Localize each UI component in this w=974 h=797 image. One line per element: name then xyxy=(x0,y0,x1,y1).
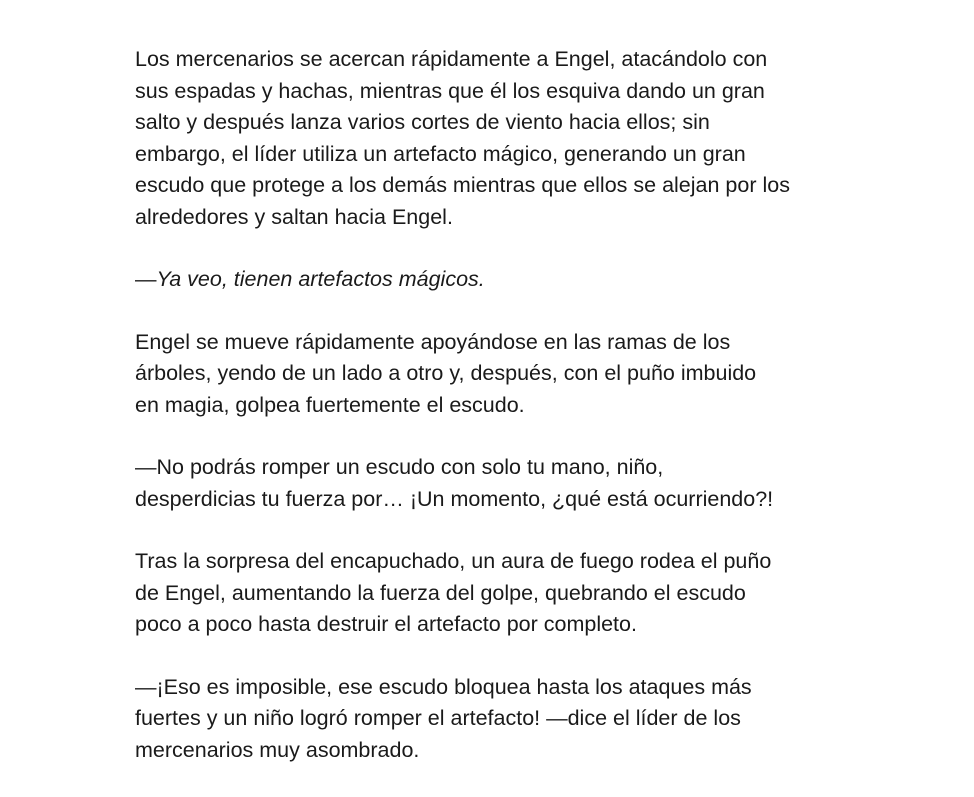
text-line: árboles, yendo de un lado a otro y, después, con el puño imbuido xyxy=(135,361,757,385)
paragraph-3 xyxy=(135,327,855,422)
text-line: —¡Eso es imposible, ese escudo bloquea hasta los ataques más xyxy=(135,674,752,699)
text-line xyxy=(135,264,855,296)
paragraph-4-dialogue xyxy=(135,452,855,515)
paragraph-6-dialogue xyxy=(135,672,855,767)
text-line: Los mercenarios se acercan rápidamente a Engel, atacándolo con xyxy=(135,47,768,71)
text-line: desperdicias tu fuerza por… ¡Un momento, ¿qué está ocurriendo?! xyxy=(135,486,774,511)
text-line: en magia, golpea fuertemente el escudo. xyxy=(135,392,525,417)
paragraph-2-dialogue xyxy=(135,264,855,296)
text-line: poco a poco hasta destruir el artefacto por completo. xyxy=(135,612,637,636)
text-line: Engel se mueve rápidamente apoyándose en las ramas de los xyxy=(135,329,731,354)
text-line: escudo que protege a los demás mientras que ellos se alejan por los xyxy=(135,173,790,197)
text-line: de Engel, aumentando la fuerza del golpe, quebrando el escudo xyxy=(135,580,746,605)
dialogue-italic-text: Ya veo, tienen artefactos mágicos. xyxy=(156,267,485,291)
text-line: Tras la sorpresa del encapuchado, un aura de fuego rodea el puño xyxy=(135,549,772,573)
text-line: salto y después lanza varios cortes de viento hacia ellos; sin xyxy=(135,110,710,134)
dialogue-dash: — xyxy=(135,267,157,291)
document-page xyxy=(135,44,855,797)
paragraph-5 xyxy=(135,546,855,641)
text-line: alrededores y saltan hacia Engel. xyxy=(135,204,453,229)
text-line: fuertes y un niño logró romper el artefacto! —dice el líder de los xyxy=(135,706,741,730)
paragraph-1 xyxy=(135,44,855,233)
text-line: —No podrás romper un escudo con solo tu mano, niño, xyxy=(135,455,664,479)
text-line: embargo, el líder utiliza un artefacto mágico, generando un gran xyxy=(135,141,746,166)
text-line: mercenarios muy asombrado. xyxy=(135,737,420,762)
text-line: sus espadas y hachas, mientras que él los esquiva dando un gran xyxy=(135,78,765,103)
